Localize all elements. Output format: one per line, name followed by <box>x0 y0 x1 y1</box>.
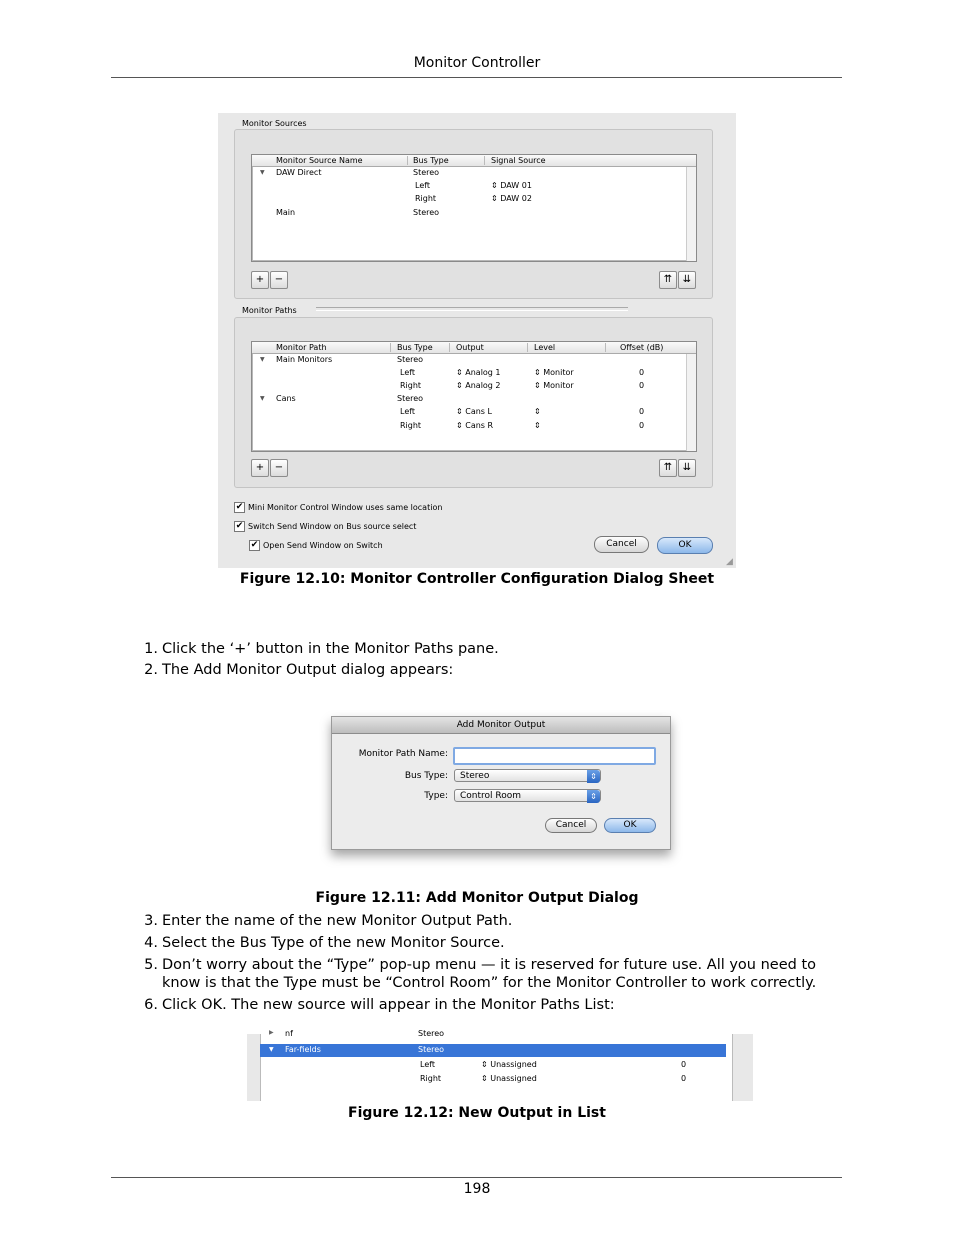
table-cell: Right <box>400 381 422 390</box>
list-item: 6. Click OK. The new source will appear in the Monitor Paths List: <box>144 997 615 1013</box>
monitor-config-dialog <box>218 113 736 568</box>
move-down-button[interactable]: ⇊ <box>678 459 696 477</box>
offset-cell[interactable]: 0 <box>639 381 645 390</box>
column-header[interactable]: Output <box>456 343 484 352</box>
table-header <box>252 155 696 167</box>
level-popup[interactable]: ⇕ <box>534 421 541 430</box>
table-header <box>252 342 696 354</box>
add-path-button[interactable]: + <box>251 459 269 477</box>
output-popup[interactable]: ⇕ Unassigned <box>481 1074 537 1083</box>
move-up-button[interactable]: ⇈ <box>659 459 677 477</box>
stepper-arrows-icon: ⇕ <box>587 770 600 783</box>
header-rule <box>111 77 842 78</box>
checkbox-label: Open Send Window on Switch <box>263 541 383 550</box>
table-cell: Cans <box>276 394 296 403</box>
column-header[interactable]: Offset (dB) <box>620 343 664 352</box>
output-popup[interactable]: ⇕ Analog 2 <box>456 381 501 390</box>
table-cell: nf <box>285 1029 293 1038</box>
resize-grip-icon[interactable]: ◢ <box>726 557 733 567</box>
column-header[interactable]: Monitor Path <box>276 343 327 352</box>
table-cell: Left <box>415 181 431 190</box>
open-send-checkbox[interactable]: ✔ <box>250 540 259 550</box>
expander-icon[interactable]: ▼ <box>260 395 265 402</box>
figure-caption: Figure 12.10: Monitor Controller Configuration Dialog Sheet <box>239 571 715 587</box>
field-label: Bus Type: <box>404 771 448 781</box>
monitor-paths-group-label: Monitor Paths <box>242 306 297 315</box>
table-cell: Right <box>420 1074 442 1083</box>
switch-send-checkbox[interactable]: ✔ <box>235 521 244 531</box>
cancel-button[interactable]: Cancel <box>594 536 649 553</box>
drag-handle[interactable] <box>316 307 628 311</box>
level-popup[interactable]: ⇕ <box>534 407 541 416</box>
add-source-button[interactable]: + <box>251 271 269 289</box>
vertical-scrollbar[interactable] <box>686 354 696 451</box>
signal-source-popup[interactable]: ⇕ DAW 01 <box>491 181 532 190</box>
remove-path-button[interactable]: − <box>270 459 288 477</box>
output-popup[interactable]: ⇕ Unassigned <box>481 1060 537 1069</box>
table-cell: Far-fields <box>285 1045 321 1054</box>
table-cell: DAW Direct <box>276 168 322 177</box>
list-item: 5. Don’t worry about the “Type” pop-up menu — it is reserved for future use. All you need to know is that the Type must be “Control Room” for the Monitor Controller to work correctly. <box>144 957 817 991</box>
field-label: Type: <box>424 791 448 801</box>
checkbox-label: Mini Monitor Control Window uses same location <box>248 503 443 512</box>
expander-icon[interactable]: ▶ <box>269 1029 274 1036</box>
output-popup[interactable]: ⇕ Cans L <box>456 407 492 416</box>
list-item: 1. Click the ‘+’ button in the Monitor Paths pane. <box>144 641 499 657</box>
signal-source-popup[interactable]: ⇕ DAW 02 <box>491 194 532 203</box>
offset-cell[interactable]: 0 <box>639 407 645 416</box>
monitor-paths-table[interactable] <box>251 341 697 452</box>
vertical-scrollbar[interactable] <box>686 167 696 261</box>
list-item: 3. Enter the name of the new Monitor Output Path. <box>144 913 513 929</box>
mini-monitor-checkbox[interactable]: ✔ <box>235 502 244 512</box>
expander-icon[interactable]: ▼ <box>269 1046 274 1053</box>
checkbox-label: Switch Send Window on Bus source select <box>248 522 417 531</box>
level-popup[interactable]: ⇕ Monitor <box>534 381 574 390</box>
expander-icon[interactable]: ▼ <box>260 356 265 363</box>
table-cell: Stereo <box>413 208 440 217</box>
table-cell: Main Monitors <box>276 355 333 364</box>
monitor-path-name-input[interactable] <box>453 747 656 765</box>
table-cell: Main <box>276 208 296 217</box>
remove-source-button[interactable]: − <box>270 271 288 289</box>
column-header[interactable]: Signal Source <box>491 156 546 165</box>
offset-cell[interactable]: 0 <box>639 421 645 430</box>
table-cell: Stereo <box>418 1029 445 1038</box>
monitor-sources-group-label: Monitor Sources <box>242 119 307 128</box>
column-header[interactable]: Monitor Source Name <box>276 156 363 165</box>
page-number: 198 <box>463 1181 491 1197</box>
list-item: 2. The Add Monitor Output dialog appears: <box>144 662 454 678</box>
cancel-button[interactable]: Cancel <box>545 818 597 833</box>
bus-type-select[interactable]: Stereo ⇕ <box>454 769 601 782</box>
footer-rule <box>111 1177 842 1178</box>
monitor-paths-group <box>234 317 713 488</box>
selected-row[interactable] <box>260 1044 726 1057</box>
add-monitor-output-dialog <box>331 716 671 850</box>
move-up-button[interactable]: ⇈ <box>659 271 677 289</box>
ok-button[interactable]: OK <box>604 818 656 833</box>
table-cell: Stereo <box>418 1045 445 1054</box>
table-cell: Left <box>420 1060 436 1069</box>
table-cell: Stereo <box>397 394 424 403</box>
level-popup[interactable]: ⇕ Monitor <box>534 368 574 377</box>
table-cell: Stereo <box>397 355 424 364</box>
monitor-sources-group <box>234 129 713 299</box>
table-cell: Right <box>415 194 437 203</box>
figure-caption: Figure 12.11: Add Monitor Output Dialog <box>315 890 639 906</box>
type-select[interactable]: Control Room ⇕ <box>454 789 601 802</box>
vertical-scrollbar[interactable] <box>732 1034 753 1101</box>
offset-cell[interactable]: 0 <box>681 1074 687 1083</box>
column-header[interactable]: Bus Type <box>413 156 449 165</box>
column-header[interactable]: Level <box>534 343 556 352</box>
stepper-arrows-icon: ⇕ <box>587 790 600 803</box>
column-header[interactable]: Bus Type <box>397 343 433 352</box>
ok-button[interactable]: OK <box>657 537 713 554</box>
move-down-button[interactable]: ⇊ <box>678 271 696 289</box>
table-cell: Stereo <box>413 168 440 177</box>
output-popup[interactable]: ⇕ Analog 1 <box>456 368 501 377</box>
field-label: Monitor Path Name: <box>358 749 448 759</box>
offset-cell[interactable]: 0 <box>681 1060 687 1069</box>
page-header: Monitor Controller <box>413 55 541 71</box>
monitor-sources-table[interactable] <box>251 154 697 262</box>
dialog-title: Add Monitor Output <box>332 717 670 734</box>
table-cell: Left <box>400 368 416 377</box>
offset-cell[interactable]: 0 <box>639 368 645 377</box>
table-cell: Left <box>400 407 416 416</box>
list-item: 4. Select the Bus Type of the new Monitor Source. <box>144 935 505 951</box>
figure-caption: Figure 12.12: New Output in List <box>348 1105 606 1121</box>
expander-icon[interactable]: ▼ <box>260 169 265 176</box>
monitor-paths-list-crop <box>247 1029 753 1101</box>
table-cell: Right <box>400 421 422 430</box>
output-popup[interactable]: ⇕ Cans R <box>456 421 494 430</box>
